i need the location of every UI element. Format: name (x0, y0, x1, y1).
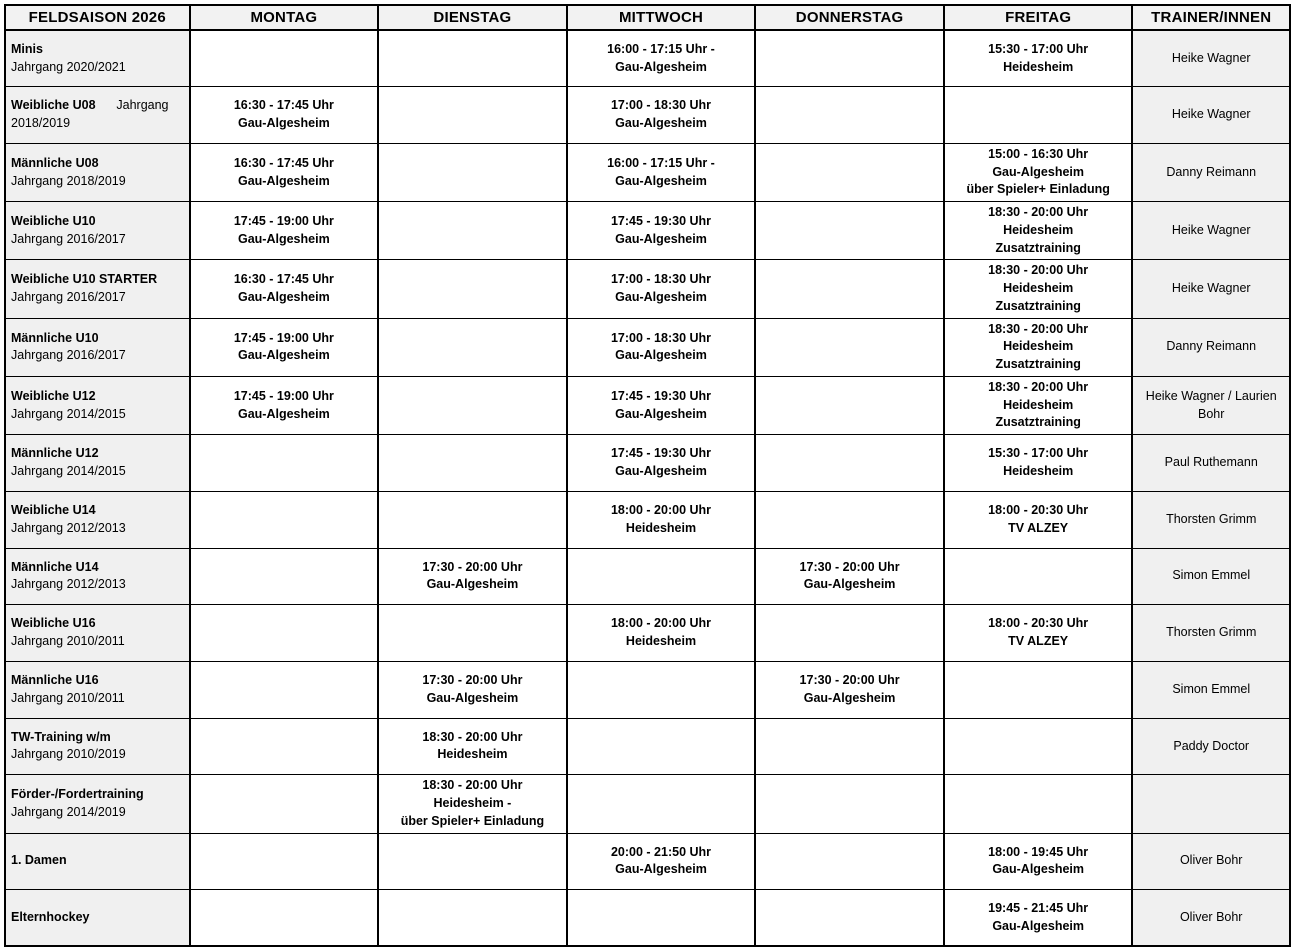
slot-time: 18:30 - 20:00 Uhr (422, 778, 523, 793)
slot-location: Gau-Algesheim (238, 290, 330, 304)
slot-time: 17:30 - 20:00 Uhr (422, 559, 523, 574)
group-year: Jahrgang 2018/2019 (11, 173, 126, 188)
trainer-name: Heike Wagner (1171, 222, 1251, 237)
slot-location: Gau-Algesheim (992, 164, 1084, 179)
group-name: Männliche U14 (11, 559, 99, 574)
slot-cell-freitag (944, 548, 1133, 605)
slot-cell-donnerstag (755, 661, 944, 718)
slot-time: 17:30 - 20:00 Uhr (422, 672, 523, 687)
table-header (5, 5, 1290, 30)
group-name: Förder-/Fordertraining (11, 787, 144, 802)
slot-cell-freitag (944, 833, 1133, 890)
slot-location: Gau-Algesheim (615, 231, 707, 246)
column-header-trainer: TRAINER/INNEN (1132, 5, 1290, 30)
slot-time: 18:30 - 20:00 Uhr (988, 379, 1089, 394)
slot-cell-freitag (944, 435, 1133, 492)
slot-location: Gau-Algesheim (615, 59, 707, 74)
slot-cell-freitag (944, 890, 1133, 947)
group-cell (5, 718, 190, 775)
trainer-name: Paul Ruthemann (1164, 455, 1258, 470)
slot-cell-dienstag (378, 143, 567, 201)
slot-cell-mittwoch (567, 318, 756, 376)
group-name: Elternhockey (11, 909, 90, 924)
slot-cell-dienstag (378, 318, 567, 376)
slot-cell-mittwoch (567, 890, 756, 947)
slot-cell-mittwoch (567, 87, 756, 144)
column-header-dienstag: DIENSTAG (378, 5, 567, 30)
slot-location: Gau-Algesheim (615, 406, 707, 421)
slot-cell-montag (190, 143, 379, 201)
table-row (5, 143, 1290, 201)
slot-cell-freitag (944, 491, 1133, 548)
slot-time: 17:45 - 19:00 Uhr (233, 214, 334, 228)
slot-location: Heidesheim (1003, 59, 1074, 74)
trainer-cell (1132, 376, 1290, 434)
slot-location: Gau-Algesheim (615, 463, 707, 478)
slot-time: 17:00 - 18:30 Uhr (610, 272, 712, 287)
slot-location: Gau-Algesheim (238, 348, 330, 363)
slot-location: Gau-Algesheim (803, 690, 896, 705)
table-body (5, 30, 1290, 946)
slot-location: Heidesheim - (433, 796, 512, 810)
table-row (5, 260, 1290, 318)
slot-location: Gau-Algesheim (615, 116, 707, 131)
group-year: Jahrgang 2016/2017 (11, 348, 126, 363)
slot-time: 17:30 - 20:00 Uhr (799, 672, 900, 687)
group-year: Jahrgang 2014/2019 (11, 804, 126, 819)
table-row (5, 718, 1290, 775)
slot-time: 15:00 - 16:30 Uhr (988, 146, 1089, 161)
slot-time: 18:00 - 19:45 Uhr (988, 844, 1089, 859)
slot-cell-donnerstag (755, 435, 944, 492)
trainer-cell (1132, 833, 1290, 890)
slot-cell-freitag (944, 775, 1133, 833)
slot-cell-mittwoch (567, 491, 756, 548)
group-year: Jahrgang 2010/2011 (11, 634, 125, 649)
slot-location: Gau-Algesheim (426, 690, 519, 705)
group-name: 1. Damen (11, 853, 67, 868)
group-year: Jahrgang 2016/2017 (11, 290, 126, 304)
slot-cell-mittwoch (567, 260, 756, 318)
group-year: Jahrgang 2018/2019 (11, 98, 169, 131)
slot-location: TV ALZEY (1008, 520, 1069, 535)
trainer-cell (1132, 491, 1290, 548)
slot-location: Heidesheim (1003, 397, 1074, 412)
group-cell (5, 260, 190, 318)
slot-location: Gau-Algesheim (615, 348, 707, 363)
slot-cell-dienstag (378, 605, 567, 662)
slot-cell-dienstag (378, 833, 567, 890)
trainer-cell (1132, 890, 1290, 947)
header-row (5, 5, 1290, 30)
trainer-cell (1132, 202, 1290, 260)
table-row (5, 833, 1290, 890)
group-year: Jahrgang 2020/2021 (11, 59, 126, 74)
slot-cell-montag (190, 30, 379, 87)
group-cell (5, 833, 190, 890)
group-year: Jahrgang 2010/2019 (11, 747, 126, 762)
group-cell (5, 376, 190, 434)
trainer-cell (1132, 548, 1290, 605)
slot-cell-dienstag (378, 718, 567, 775)
slot-cell-dienstag (378, 87, 567, 144)
trainer-cell (1132, 661, 1290, 718)
group-cell (5, 87, 190, 144)
table-row (5, 491, 1290, 548)
group-cell (5, 202, 190, 260)
slot-cell-montag (190, 202, 379, 260)
table-row (5, 30, 1290, 87)
slot-location: Gau-Algesheim (992, 918, 1084, 933)
slot-location: Gau-Algesheim (238, 173, 330, 188)
slot-time: 18:30 - 20:00 Uhr (422, 729, 523, 744)
slot-cell-freitag (944, 376, 1133, 434)
slot-cell-montag (190, 260, 379, 318)
trainer-cell (1132, 605, 1290, 662)
column-header-freitag: FREITAG (944, 5, 1133, 30)
slot-time: 17:45 - 19:00 Uhr (233, 330, 334, 345)
slot-time: 16:30 - 17:45 Uhr (233, 272, 334, 287)
slot-cell-montag (190, 491, 379, 548)
slot-time: 18:30 - 20:00 Uhr (988, 263, 1089, 278)
slot-cell-mittwoch (567, 30, 756, 87)
trainer-name: Thorsten Grimm (1166, 511, 1257, 526)
slot-time: 17:00 - 18:30 Uhr (610, 330, 712, 345)
group-name: Weibliche U16 (11, 616, 96, 631)
slot-cell-mittwoch (567, 718, 756, 775)
slot-time: 17:45 - 19:00 Uhr (233, 388, 334, 403)
slot-location: Heidesheim (1003, 463, 1074, 478)
trainer-cell (1132, 718, 1290, 775)
slot-cell-donnerstag (755, 87, 944, 144)
group-name: Männliche U08 (11, 155, 99, 170)
table-row (5, 661, 1290, 718)
group-cell (5, 143, 190, 201)
group-name: Weibliche U08 (11, 98, 96, 113)
column-header-montag: MONTAG (190, 5, 379, 30)
trainer-name: Heike Wagner (1171, 281, 1251, 296)
table-row (5, 775, 1290, 833)
slot-cell-montag (190, 87, 379, 144)
slot-location: Heidesheim (625, 520, 697, 535)
slot-time: 17:45 - 19:30 Uhr (610, 388, 712, 403)
slot-time: 18:30 - 20:00 Uhr (988, 205, 1089, 220)
slot-location: Heidesheim (625, 634, 697, 649)
slot-cell-freitag (944, 318, 1133, 376)
slot-cell-montag (190, 833, 379, 890)
slot-note: Zusatztraining (995, 357, 1081, 372)
slot-location: Gau-Algesheim (615, 173, 707, 188)
slot-location: Gau-Algesheim (426, 577, 519, 592)
slot-cell-mittwoch (567, 143, 756, 201)
table-row (5, 202, 1290, 260)
trainer-name: Danny Reimann (1166, 339, 1257, 354)
group-year: Jahrgang 2012/2013 (11, 520, 126, 535)
group-year: Jahrgang 2016/2017 (11, 231, 126, 246)
slot-time: 20:00 - 21:50 Uhr (610, 844, 712, 859)
slot-cell-montag (190, 435, 379, 492)
table-row (5, 318, 1290, 376)
slot-time: 18:30 - 20:00 Uhr (988, 321, 1089, 336)
group-year: Jahrgang 2012/2013 (11, 577, 126, 592)
slot-cell-freitag (944, 718, 1133, 775)
slot-cell-dienstag (378, 491, 567, 548)
group-cell (5, 491, 190, 548)
trainer-name: Simon Emmel (1172, 568, 1251, 583)
trainer-name: Paddy Doctor (1173, 738, 1250, 753)
trainer-cell (1132, 318, 1290, 376)
slot-location: Gau-Algesheim (992, 862, 1084, 877)
slot-cell-donnerstag (755, 376, 944, 434)
slot-location: Heidesheim (1003, 222, 1074, 237)
slot-cell-mittwoch (567, 661, 756, 718)
slot-location: Gau-Algesheim (803, 577, 896, 592)
trainer-name: Heike Wagner (1171, 107, 1251, 122)
slot-cell-freitag (944, 260, 1133, 318)
slot-cell-montag (190, 376, 379, 434)
slot-time: 16:00 - 17:15 Uhr - (607, 41, 715, 56)
slot-note: Zusatztraining (995, 298, 1081, 313)
group-name: Männliche U16 (11, 672, 99, 687)
slot-location: Gau-Algesheim (238, 116, 330, 131)
group-cell (5, 30, 190, 87)
slot-note: Zusatztraining (995, 240, 1081, 255)
slot-cell-donnerstag (755, 548, 944, 605)
trainer-cell (1132, 775, 1290, 833)
trainer-name: Oliver Bohr (1179, 853, 1243, 868)
slot-cell-freitag (944, 143, 1133, 201)
slot-cell-dienstag (378, 260, 567, 318)
slot-time: 17:30 - 20:00 Uhr (799, 559, 900, 574)
slot-cell-mittwoch (567, 775, 756, 833)
group-cell (5, 605, 190, 662)
slot-time: 17:00 - 18:30 Uhr (610, 98, 712, 113)
slot-cell-freitag (944, 87, 1133, 144)
slot-location: Gau-Algesheim (615, 290, 707, 304)
group-name: Weibliche U10 (11, 214, 96, 228)
slot-cell-mittwoch (567, 833, 756, 890)
table-row (5, 87, 1290, 144)
trainer-cell (1132, 87, 1290, 144)
slot-cell-mittwoch (567, 548, 756, 605)
slot-cell-donnerstag (755, 318, 944, 376)
slot-cell-donnerstag (755, 605, 944, 662)
slot-time: 17:45 - 19:30 Uhr (610, 446, 712, 461)
group-cell (5, 775, 190, 833)
group-name: Minis (11, 41, 43, 56)
group-name: Weibliche U14 (11, 502, 96, 517)
slot-cell-donnerstag (755, 260, 944, 318)
trainer-cell (1132, 30, 1290, 87)
slot-location: Heidesheim (1003, 281, 1074, 296)
group-year: Jahrgang 2010/2011 (11, 690, 125, 705)
group-cell (5, 661, 190, 718)
slot-cell-freitag (944, 661, 1133, 718)
slot-time: 15:30 - 17:00 Uhr (988, 41, 1089, 56)
slot-cell-donnerstag (755, 718, 944, 775)
group-name: Weibliche U12 (11, 388, 96, 403)
column-header-donnerstag: DONNERSTAG (755, 5, 944, 30)
slot-cell-dienstag (378, 30, 567, 87)
slot-location: Gau-Algesheim (238, 406, 330, 421)
slot-cell-donnerstag (755, 143, 944, 201)
slot-cell-mittwoch (567, 605, 756, 662)
group-name: Männliche U12 (11, 446, 99, 461)
slot-time: 15:30 - 17:00 Uhr (988, 446, 1089, 461)
slot-cell-montag (190, 661, 379, 718)
slot-cell-mittwoch (567, 435, 756, 492)
slot-time: 16:30 - 17:45 Uhr (233, 155, 334, 170)
group-name: TW-Training w/m (11, 729, 111, 744)
slot-cell-freitag (944, 605, 1133, 662)
group-cell (5, 890, 190, 947)
slot-location: Gau-Algesheim (615, 862, 707, 877)
slot-cell-dienstag (378, 661, 567, 718)
slot-time: 19:45 - 21:45 Uhr (988, 901, 1089, 916)
group-name: Weibliche U10 STARTER (11, 272, 158, 287)
slot-cell-donnerstag (755, 890, 944, 947)
slot-cell-dienstag (378, 548, 567, 605)
table-row (5, 435, 1290, 492)
slot-location: Heidesheim (1003, 339, 1074, 354)
trainer-name: Heike Wagner (1171, 50, 1251, 65)
slot-cell-mittwoch (567, 376, 756, 434)
group-year: Jahrgang 2014/2015 (11, 406, 126, 421)
slot-time: 18:00 - 20:00 Uhr (610, 502, 712, 517)
slot-cell-dienstag (378, 775, 567, 833)
group-cell (5, 318, 190, 376)
slot-cell-freitag (944, 30, 1133, 87)
slot-location: Gau-Algesheim (238, 231, 330, 246)
training-schedule-table (4, 4, 1291, 947)
slot-cell-montag (190, 548, 379, 605)
group-year: Jahrgang 2014/2015 (11, 463, 126, 478)
slot-cell-donnerstag (755, 30, 944, 87)
group-cell (5, 548, 190, 605)
slot-time: 17:45 - 19:30 Uhr (610, 214, 712, 228)
slot-cell-mittwoch (567, 202, 756, 260)
slot-time: 16:00 - 17:15 Uhr - (607, 155, 715, 170)
table-row (5, 548, 1290, 605)
slot-cell-montag (190, 605, 379, 662)
table-row (5, 376, 1290, 434)
column-header-season: FELDSAISON 2026 (5, 5, 190, 30)
slot-cell-montag (190, 318, 379, 376)
group-cell (5, 435, 190, 492)
slot-cell-montag (190, 890, 379, 947)
trainer-name: Heike Wagner / Laurien Bohr (1145, 388, 1277, 421)
slot-cell-dienstag (378, 435, 567, 492)
slot-cell-donnerstag (755, 491, 944, 548)
slot-cell-donnerstag (755, 775, 944, 833)
trainer-name: Simon Emmel (1172, 681, 1251, 696)
slot-location: TV ALZEY (1008, 634, 1069, 649)
slot-cell-dienstag (378, 376, 567, 434)
slot-location: Heidesheim (437, 747, 508, 762)
slot-cell-donnerstag (755, 833, 944, 890)
slot-time: 18:00 - 20:30 Uhr (988, 616, 1089, 631)
trainer-cell (1132, 143, 1290, 201)
table-row (5, 890, 1290, 947)
slot-cell-montag (190, 718, 379, 775)
trainer-name: Danny Reimann (1166, 164, 1257, 179)
slot-time: 18:00 - 20:30 Uhr (988, 502, 1089, 517)
group-name: Männliche U10 (11, 330, 99, 345)
slot-time: 18:00 - 20:00 Uhr (610, 616, 712, 631)
slot-time: 16:30 - 17:45 Uhr (233, 98, 334, 113)
trainer-name: Thorsten Grimm (1166, 625, 1257, 640)
slot-cell-montag (190, 775, 379, 833)
trainer-cell (1132, 260, 1290, 318)
slot-cell-donnerstag (755, 202, 944, 260)
slot-cell-freitag (944, 202, 1133, 260)
slot-note: über Spieler+ Einladung (966, 182, 1110, 197)
table-row (5, 605, 1290, 662)
slot-cell-dienstag (378, 890, 567, 947)
slot-cell-dienstag (378, 202, 567, 260)
column-header-mittwoch: MITTWOCH (567, 5, 756, 30)
trainer-cell (1132, 435, 1290, 492)
trainer-name: Oliver Bohr (1179, 909, 1243, 924)
slot-note: über Spieler+ Einladung (400, 813, 545, 828)
slot-note: Zusatztraining (995, 415, 1081, 430)
